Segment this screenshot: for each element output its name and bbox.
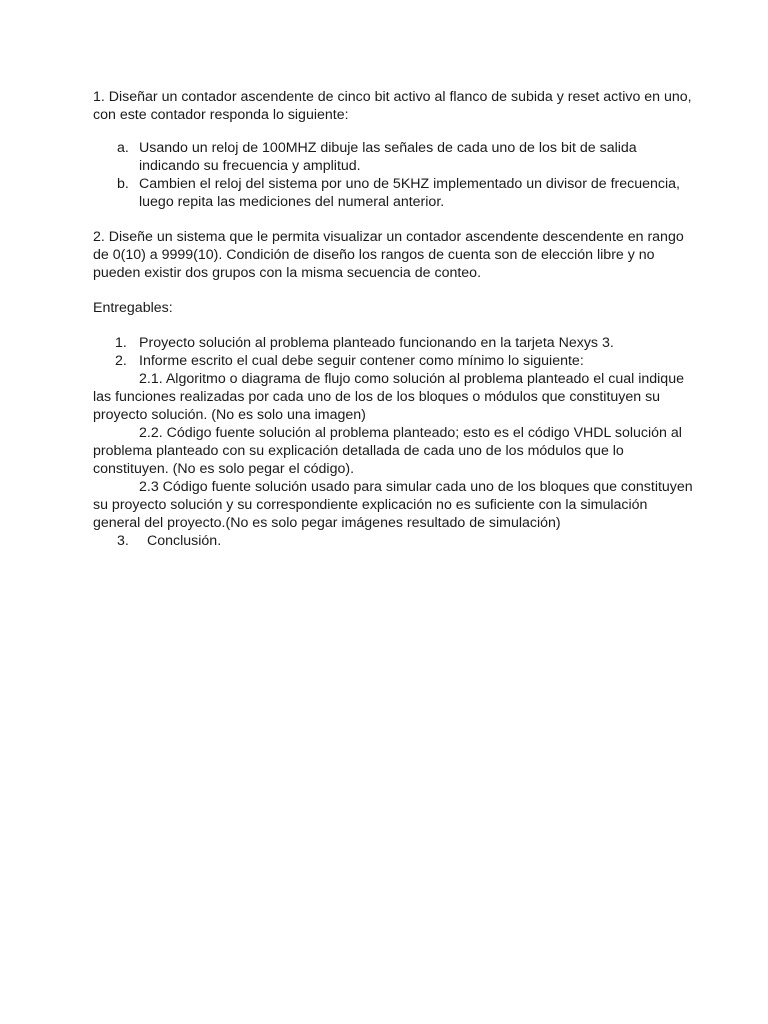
question-2-text: 2. Diseñe un sistema que le permita visualizar un contador ascendente descendente en rango de 0(10) a 9999(10). Condición de diseño los rangos de cuenta son de elección libre y no pueden existir dos grupos con la misma secuencia de conteo.: [93, 229, 684, 281]
list-item-text: Informe escrito el cual debe seguir contener como mínimo lo siguiente:: [139, 353, 584, 369]
deliverable-item-2: [93, 352, 693, 370]
list-marker: b.: [117, 176, 129, 192]
deliverable-subitem-2-3: 2.3 Código fuente solución usado para simular cada uno de los bloques que constituyen su proyecto solución y su correspondiente explicación no es suficiente con la simulación general del proyecto.(No es solo pegar imágenes resultado de simulación): [93, 479, 693, 531]
deliverable-item-3: [93, 532, 693, 550]
deliverables-heading: Entregables:: [93, 300, 173, 316]
list-item-text: Cambien el reloj del sistema por uno de 5KHZ implementado un divisor de frecuencia, luego repita las mediciones del numeral anterior.: [139, 176, 680, 210]
list-item-text: Conclusión.: [147, 533, 222, 549]
deliverable-subitem-2-1: 2.1. Algoritmo o diagrama de flujo como solución al problema planteado el cual indique las funciones realizadas por cada uno de los de los bloques o módulos que constituyen su proyecto solución. (No es solo una imagen): [93, 371, 684, 423]
list-marker: 3.: [117, 533, 129, 549]
question-1-item-b: [93, 175, 693, 211]
list-marker: 2.: [115, 353, 127, 369]
list-item-text: Usando un reloj de 100MHZ dibuje las señales de cada uno de los bit de salida indicando su frecuencia y amplitud.: [139, 140, 637, 174]
question-1-item-a: [93, 139, 693, 175]
list-marker: 1.: [115, 335, 127, 351]
deliverable-subitem-2-2: 2.2. Código fuente solución al problema planteado; esto es el código VHDL solución al problema planteado con su explicación detallada de cada uno de los módulos que lo constituyen. (No es solo pegar el código).: [93, 425, 682, 477]
list-item-text: Proyecto solución al problema planteado funcionando en la tarjeta Nexys 3.: [139, 335, 614, 351]
document-body: [93, 88, 693, 550]
list-marker: a.: [117, 140, 129, 156]
question-1-intro: 1. Diseñar un contador ascendente de cinco bit activo al flanco de subida y reset activo en uno, con este contador responda lo siguiente:: [93, 89, 692, 123]
deliverable-item-1: [93, 334, 693, 352]
